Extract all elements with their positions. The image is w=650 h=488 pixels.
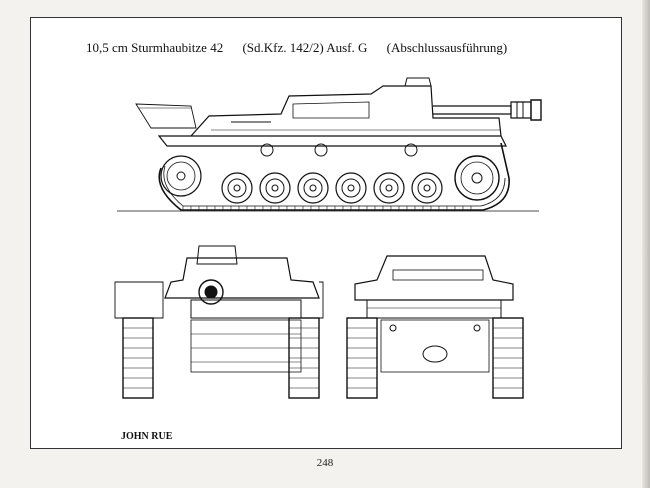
side-view-drawing xyxy=(117,78,541,211)
title-variant: (Abschlussausführung) xyxy=(386,40,508,55)
title-sdkfz: (Sd.Kfz. 142/2) Ausf. G xyxy=(242,40,368,55)
title-designation: 10,5 cm Sturmhaubitze 42 xyxy=(86,40,224,55)
book-spine-shadow xyxy=(642,0,650,488)
page-number: 248 xyxy=(316,457,334,469)
front-view-drawing xyxy=(115,246,323,398)
drawing-frame xyxy=(30,17,622,449)
rear-view-drawing xyxy=(347,256,523,398)
illustrator-credit: JOHN RUE xyxy=(121,431,173,442)
technical-drawings xyxy=(31,18,623,450)
